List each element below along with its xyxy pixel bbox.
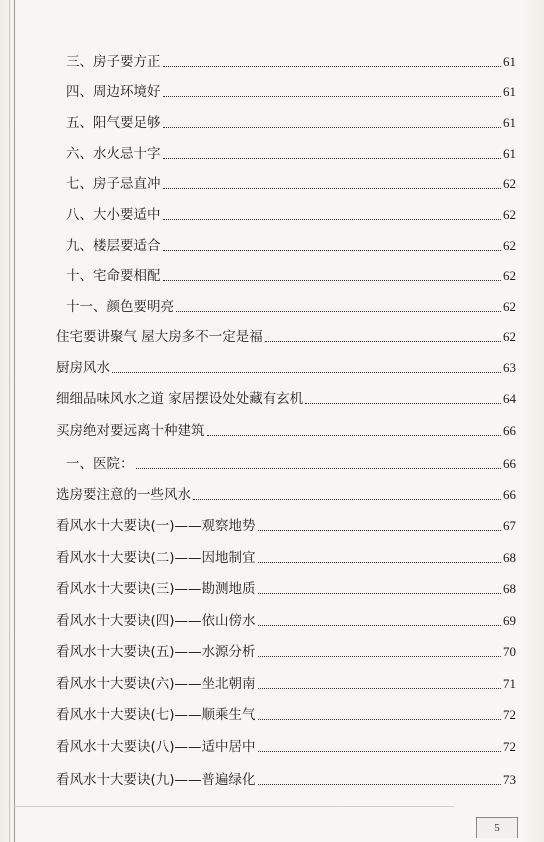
toc-entry-title: 看风水十大要诀(五)——水源分析 bbox=[56, 644, 256, 660]
toc-entry bbox=[66, 144, 516, 164]
toc-entry-page: 72 bbox=[503, 739, 516, 754]
toc-entry-title: 看风水十大要诀(一)——观察地势 bbox=[56, 518, 256, 534]
toc-entry-title: 选房要注意的一些风水 bbox=[56, 487, 191, 503]
toc-entry bbox=[66, 174, 516, 194]
toc-entry bbox=[56, 389, 516, 409]
toc-entry bbox=[56, 421, 516, 441]
toc-entry-title: 八、大小要适中 bbox=[66, 207, 161, 223]
toc-entry-title: 看风水十大要诀(七)——顺乘生气 bbox=[56, 707, 256, 723]
toc-entry-page: 68 bbox=[503, 550, 516, 565]
toc-leader-dots bbox=[163, 127, 502, 128]
toc-entry bbox=[66, 266, 516, 286]
toc-entry-title: 买房绝对要远离十种建筑 bbox=[56, 423, 205, 439]
toc-entry-page: 72 bbox=[503, 707, 516, 722]
toc-entry-title: 七、房子忌直冲 bbox=[66, 176, 161, 192]
toc-leader-dots bbox=[258, 625, 501, 626]
toc-entry bbox=[66, 205, 516, 225]
toc-leader-dots bbox=[258, 656, 501, 657]
toc-entry bbox=[56, 327, 516, 347]
toc-entry-page: 70 bbox=[503, 644, 516, 659]
toc-entry-page: 62 bbox=[503, 329, 516, 344]
toc-entry-page: 61 bbox=[503, 54, 516, 69]
toc-leader-dots bbox=[163, 158, 502, 159]
page-number: 5 bbox=[476, 817, 518, 838]
toc-leader-dots bbox=[163, 188, 502, 189]
toc-entry-page: 62 bbox=[503, 268, 516, 283]
toc-leader-dots bbox=[163, 96, 502, 97]
toc-leader-dots bbox=[163, 280, 502, 281]
toc-entry-page: 63 bbox=[503, 360, 516, 375]
toc-entry bbox=[66, 236, 516, 256]
toc-entry-title: 厨房风水 bbox=[56, 360, 110, 376]
toc-entry-page: 62 bbox=[503, 176, 516, 191]
toc-entry bbox=[56, 358, 516, 378]
toc-entry-title: 十一、颜色要明亮 bbox=[66, 299, 174, 315]
toc-entry-page: 62 bbox=[503, 299, 516, 314]
toc-entry-title: 看风水十大要诀(三)——勘测地质 bbox=[56, 581, 256, 597]
toc-entry-page: 69 bbox=[503, 613, 516, 628]
toc-entry-title: 看风水十大要诀(九)——普遍绿化 bbox=[56, 772, 256, 788]
footer-rule bbox=[14, 806, 454, 807]
toc-entry-title: 住宅要讲聚气 屋大房多不一定是福 bbox=[56, 329, 263, 345]
toc-leader-dots bbox=[258, 688, 501, 689]
toc-entry-page: 67 bbox=[503, 518, 516, 533]
toc-entry-page: 66 bbox=[503, 487, 516, 502]
toc-entry bbox=[66, 113, 516, 133]
toc-leader-dots bbox=[193, 499, 501, 500]
toc-entry-page: 62 bbox=[503, 238, 516, 253]
toc-entry bbox=[56, 516, 516, 536]
toc-entry-title: 五、阳气要足够 bbox=[66, 115, 161, 131]
toc-leader-dots bbox=[258, 719, 501, 720]
toc-entry bbox=[56, 642, 516, 662]
toc-entry-title: 九、楼层要适合 bbox=[66, 238, 161, 254]
toc-entry-title: 看风水十大要诀(二)——因地制宜 bbox=[56, 550, 256, 566]
toc-leader-dots bbox=[258, 784, 501, 785]
toc-entry-title: 十、宅命要相配 bbox=[66, 268, 161, 284]
toc-entry-title: 看风水十大要诀(六)——坐北朝南 bbox=[56, 676, 256, 692]
toc-leader-dots bbox=[136, 468, 502, 469]
toc-entry-title: 看风水十大要诀(八)——适中居中 bbox=[56, 739, 256, 755]
toc-entry-page: 61 bbox=[503, 84, 516, 99]
toc-leader-dots bbox=[258, 751, 501, 752]
toc-entry-page: 73 bbox=[503, 772, 516, 787]
toc-leader-dots bbox=[163, 250, 502, 251]
toc-leader-dots bbox=[305, 403, 501, 404]
toc-entry-page: 66 bbox=[503, 423, 516, 438]
toc-entry-title: 细细品味风水之道 家居摆设处处藏有玄机 bbox=[56, 391, 304, 407]
toc-leader-dots bbox=[163, 219, 502, 220]
toc-entry bbox=[56, 485, 516, 505]
toc-entry bbox=[66, 52, 516, 72]
toc-entry bbox=[56, 611, 516, 631]
toc-entry-page: 62 bbox=[503, 207, 516, 222]
toc-leader-dots bbox=[265, 341, 501, 342]
toc-leader-dots bbox=[258, 593, 501, 594]
toc-leader-dots bbox=[176, 311, 501, 312]
toc-entry-title: 三、房子要方正 bbox=[66, 54, 161, 70]
toc-entry bbox=[66, 297, 516, 317]
toc-entry bbox=[56, 579, 516, 599]
toc-entry bbox=[56, 548, 516, 568]
toc-leader-dots bbox=[163, 66, 502, 67]
toc-entry-page: 66 bbox=[503, 456, 516, 471]
toc-entry bbox=[66, 454, 516, 474]
toc-entry bbox=[66, 82, 516, 102]
toc-entry bbox=[56, 674, 516, 694]
toc-leader-dots bbox=[258, 562, 501, 563]
toc-leader-dots bbox=[207, 435, 502, 436]
toc-entry-title: 一、医院： bbox=[66, 456, 134, 472]
toc-leader-dots bbox=[112, 372, 501, 373]
toc-entry-page: 71 bbox=[503, 676, 516, 691]
toc-entry-page: 61 bbox=[503, 115, 516, 130]
toc-entry bbox=[56, 737, 516, 757]
toc-entry-page: 64 bbox=[503, 391, 516, 406]
toc-entry-page: 61 bbox=[503, 146, 516, 161]
toc-leader-dots bbox=[258, 530, 501, 531]
toc-entry-title: 四、周边环境好 bbox=[66, 84, 161, 100]
toc-entry-title: 看风水十大要诀(四)——依山傍水 bbox=[56, 613, 256, 629]
toc-entry bbox=[56, 705, 516, 725]
toc-entry-page: 68 bbox=[503, 581, 516, 596]
toc-entry-title: 六、水火忌十字 bbox=[66, 146, 161, 162]
toc-entry bbox=[56, 770, 516, 790]
